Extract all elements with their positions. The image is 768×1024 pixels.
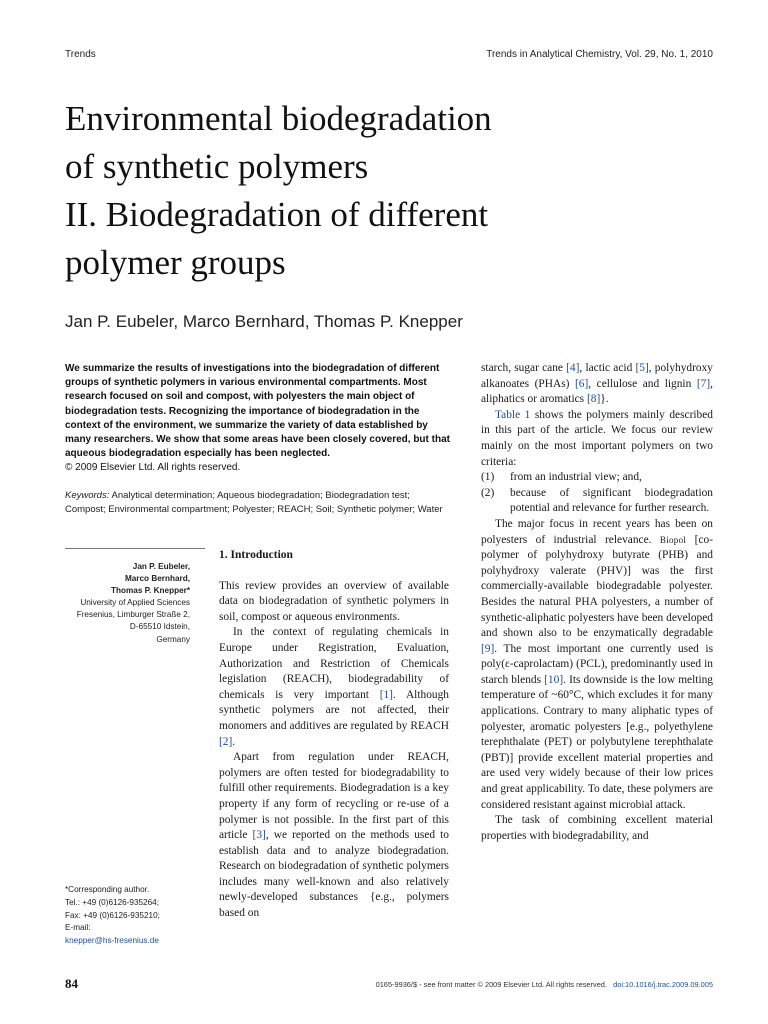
article-title: [65, 95, 705, 287]
affil-line: Germany: [156, 634, 190, 644]
keywords-label: Keywords:: [65, 490, 110, 501]
list-item: (1) from an industrial view; and,: [481, 471, 642, 484]
citation-link[interactable]: [1]: [379, 688, 393, 701]
affil-line: Fresenius, Limburger Straße 2,: [76, 610, 190, 620]
corr-email-label: E-mail:: [65, 923, 91, 933]
citation-link[interactable]: [7]: [696, 377, 711, 390]
trade-name: Biopol: [659, 534, 687, 545]
page-number: 84: [65, 976, 78, 991]
author-affiliation: [65, 561, 190, 646]
running-head-journal: Trends in Analytical Chemistry, Vol. 29, No. 1, 2010: [486, 49, 713, 60]
corr-label: *Corresponding author.: [65, 885, 150, 894]
title-line: Environmental biodegradation: [65, 99, 492, 138]
divider: [65, 548, 205, 549]
table-link[interactable]: Table 1: [495, 408, 531, 421]
citation-link[interactable]: [9]: [481, 642, 495, 655]
corresponding-author: [65, 884, 205, 948]
paragraph: starch, sugar cane [4], lactic acid [5], polyhydroxy alkanoates (PHAs) [6], cellulose and lignin [7], aliphatics or aromatics [8]}.: [481, 362, 713, 406]
footer-text: 0165-9936/$ - see front matter © 2009 Elsevier Ltd. All rights reserved.: [375, 980, 607, 989]
affil-line: University of Applied Sciences: [80, 598, 190, 608]
paragraph: Table 1 shows the polymers mainly described in this part of the article. We focus our review mainly on the most important polymers on two criteria:: [481, 408, 713, 468]
corr-tel: Tel.: +49 (0)6126-935264;: [65, 897, 159, 907]
citation-link[interactable]: [6]: [574, 377, 589, 390]
title-line: polymer groups: [65, 243, 286, 282]
corr-fax: Fax: +49 (0)6126-935210;: [65, 910, 160, 920]
body-column-middle: [219, 548, 449, 922]
citation-link[interactable]: [2]: [219, 735, 233, 748]
citation-link[interactable]: [4]: [566, 362, 580, 374]
citation-link[interactable]: [5]: [635, 362, 649, 374]
citation-link[interactable]: [10]: [544, 673, 564, 686]
footer-line: [300, 980, 713, 989]
paragraph: Apart from regulation under REACH, polymers are often tested for biodegradability to fulfill other requirements. Biodegradation is a key property if any form of recycling or re-use of a polymer is not possible. In the first part of this article [3], we reported on the methods used to establish data and to analyze biodegradation. Research on biodegradation of synthetic polymers includes many well-known and also relatively newly-developed substances {e.g., polymers based on: [219, 751, 450, 920]
paragraph: The major focus in recent years has been on polyesters of industrial relevance. Biopol [co-polymer of polyhydroxy butyrate (PHB) and polyhydroxy valerate (PHV)] was the first commercially-available biodegradable polyester. Besides the natural PHA polyesters, a number of synthetic-aliphatic polyesters have been developed and shown also to be enzymatically degradable [9]. The most important one currently used is poly(ε-caprolactam) (PCL), predominantly used in starch blends [10]. Its downside is the low melting temperature of ~60°C, which excludes it for many applications. Contrary to many aliphatic types of polyester, aromatic polyesters [e.g., polyethylene terephthalate (PET) or polybutylene terephthalate (PBT)] provide excellent material properties and are used very widely because of their low prices and great applicability. To date, these polymers are considered resistant against microbial attack.: [481, 517, 713, 811]
doi-link[interactable]: doi:10.1016/j.trac.2009.09.005: [613, 980, 713, 989]
title-line: of synthetic polymers: [65, 147, 369, 186]
affil-line: D-65510 Idstein,: [129, 622, 190, 632]
list-item: (2) because of significant biodegradation potential and relevance for further research.: [481, 486, 713, 515]
abstract: [65, 362, 453, 476]
paragraph: This review provides an overview of available data on biodegradation of synthetic polymers in soil, compost or aqueous environments.: [219, 579, 449, 623]
affil-name: Marco Bernhard,: [124, 574, 190, 584]
corr-email-link[interactable]: knepper@hs-fresenius.de: [65, 936, 159, 946]
affil-name: Thomas P. Knepper*: [110, 586, 190, 596]
author-list: Jan P. Eubeler, Marco Bernhard, Thomas P. Knepper: [65, 312, 463, 331]
paragraph: The task of combining excellent material properties with biodegradability, and: [481, 814, 713, 842]
keywords-text: Analytical determination; Aqueous biodegradation; Biodegradation test; Compost; Environmental compartment; Polyester; REACH; Soil; Synthetic polymer; Water: [65, 490, 443, 515]
body-column-right: [481, 361, 713, 844]
running-head-section: Trends: [65, 49, 96, 60]
title-line: II. Biodegradation of different: [65, 195, 489, 234]
citation-link[interactable]: [8]: [586, 393, 601, 406]
section-heading: 1. Introduction: [219, 549, 293, 561]
citation-link[interactable]: [3]: [252, 829, 266, 842]
paragraph: In the context of regulating chemicals in Europe under Registration, Evaluation, Authorization and Restriction of Chemicals legislation (REACH), biodegradability of chemicals is very important [1]. Although synthetic polymers are not affected, their monomers and additives are regulated by REACH [2].: [219, 626, 449, 748]
keywords: [65, 489, 453, 517]
copyright-notice: © 2009 Elsevier Ltd. All rights reserved.: [65, 462, 241, 474]
affil-name: Jan P. Eubeler,: [132, 562, 190, 571]
abstract-text: We summarize the results of investigations into the biodegradation of different groups of synthetic polymers in various environmental compartments. Most research focused on soil and compost, with polyesters the main object of biodegradation tests. Recognizing the importance of biodegradation in the context of the environment, we summarize the variety of data established by many researchers. We show that some areas have been closely covered, but that aqueous biodegradation especially has been neglected.: [65, 363, 450, 460]
